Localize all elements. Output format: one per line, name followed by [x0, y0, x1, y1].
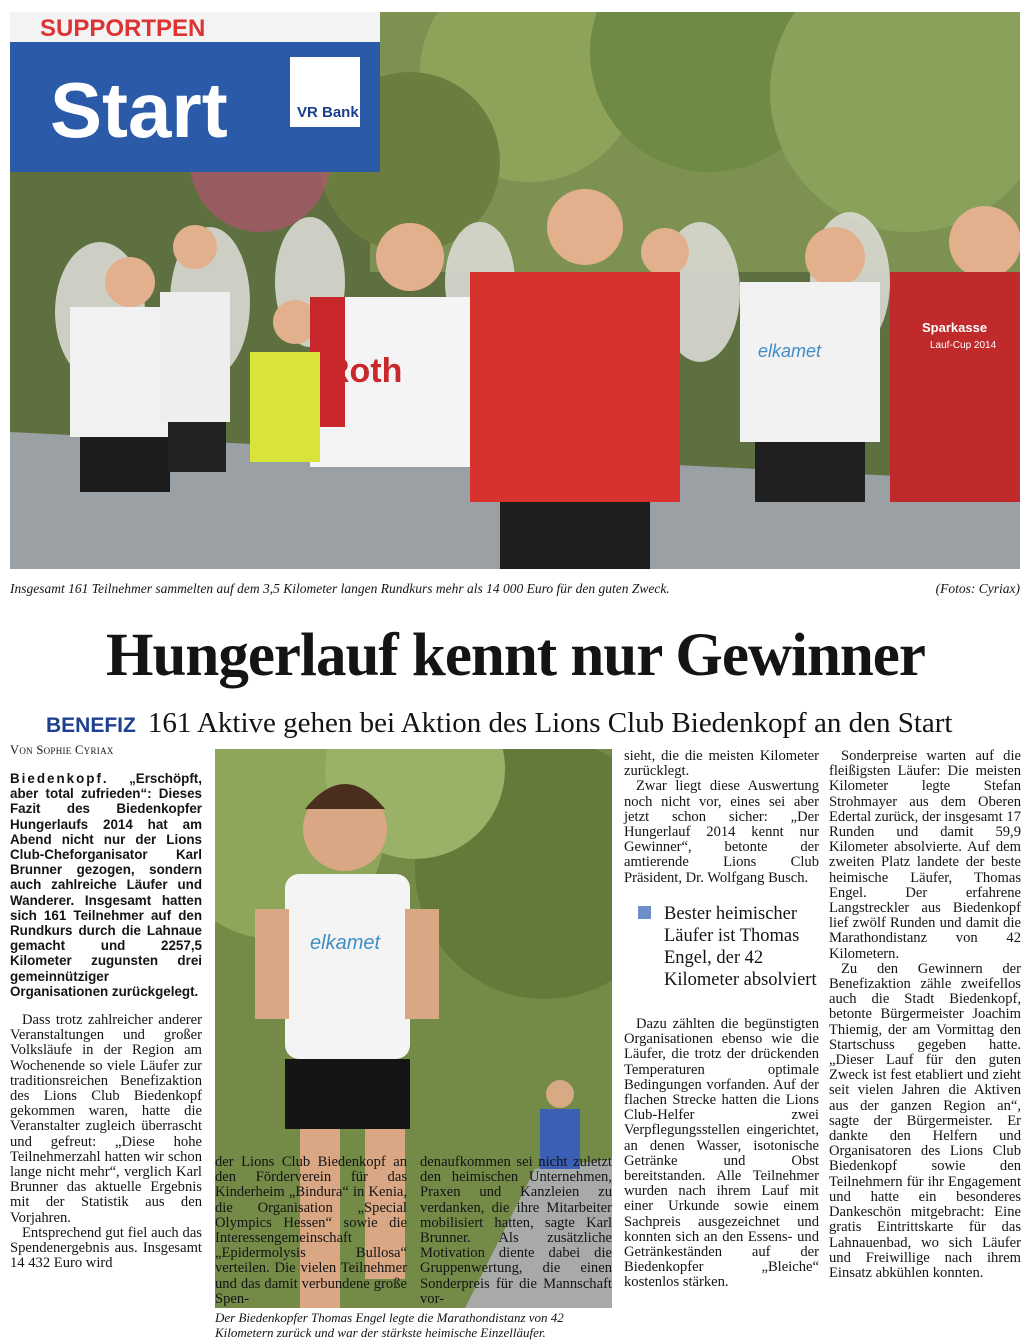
runner-red-shirt — [470, 272, 680, 569]
body-paragraph: der Lions Club Biedenkopf an den Förderverein für das Kinderheim „Bindura“ in Kenia, die Organisation „Special Olympics Hessen“ sowie die Interessengemeinschaft „Epidermolysis Bullosa“ verteilen. Die vielen Teilnehmer und das damit verbundene große Spen- — [215, 1154, 407, 1307]
body-paragraph: Dass trotz zahlreicher anderer Veranstaltungen und großer Volksläufe in der Region am Wochenende so viele Läufer zur traditionsreichen Benefizaktion des Lions Club Biedenkopf gekommen waren, hatte die Veranstalter zugleich überrascht und gefreut: „Diese hohe Teilnehmerzahl hatten wir schon lange nicht mehr“, verglich Karl Brunner das aktuelle Ergebnis mit der Statistik aus den Vorjahren. — [10, 1012, 202, 1226]
body-paragraph: Sonderpreise warten auf die fleißigsten Läufer: Die meisten Kilometer legte Stefan Strohmayer aus dem Oberen Edertal zurück, der insgesamt 17 Runden und damit 59,9 Kilometer absolvierte. Auf dem zweiten Platz landete der beste heimische Läufer, Thomas Engel. Der erfahrene Langstreckler aus Biedenkopf lief zwölf Runden und damit die Marathondistanz von 42 Kilometern. — [829, 748, 1021, 962]
inset-shirt-elkamet: elkamet — [310, 932, 381, 954]
lead-text: „Erschöpft, aber total zufrieden“: Dieses Fazit des Biedenkopfer Hungerlaufs 2014 hat am Abend nicht nur der Lions Club-Cheforganisator Karl Brunner gezogen, sondern auch zahlreiche Läufer und Wanderer. Insgesamt hatten sich 161 Teilnehmer auf den Rundkurs durch die Lahnaue gemacht und 2257,5 Kilometer zugunsten drei gemeinnütziger Organisationen zurückgelegt. — [10, 771, 202, 999]
banner-logo-text: VR Bank — [297, 104, 359, 121]
lead-paragraph — [10, 771, 202, 999]
pull-quote-square-icon — [638, 906, 651, 919]
shirt-elkamet-text: elkamet — [758, 341, 822, 361]
pull-quote — [638, 903, 818, 991]
kicker: BENEFIZ — [46, 714, 136, 737]
column-5 — [829, 749, 1021, 1281]
banner-start-text: Start — [50, 66, 228, 154]
runner-roth — [310, 297, 470, 467]
runner-sparkasse — [890, 272, 1020, 502]
start-banner — [10, 12, 380, 172]
subline — [10, 705, 1030, 745]
runner-elkamet — [740, 282, 880, 502]
banner-top-text: SUPPORTPEN — [40, 15, 206, 42]
column-4 — [624, 749, 819, 886]
runner-yellow — [250, 352, 320, 462]
lead-photo — [10, 12, 1020, 569]
photo-credit: (Fotos: Cyriax) — [935, 581, 1020, 596]
shirt-roth-text: Roth — [325, 352, 403, 390]
column-4-continued — [624, 1017, 819, 1291]
shirt-sparkasse-sub: Lauf-Cup 2014 — [930, 340, 997, 351]
body-paragraph: Zwar liegt diese Auswertung noch nicht vor, eines sei aber jetzt schon sicher: „Der Hungerlauf 2014 kennt nur Gewinner“, betonte der amtierende Lions Club Präsident, Dr. Wolfgang Busch. — [624, 778, 819, 886]
body-paragraph: sieht, die die meisten Kilometer zurücklegt. — [624, 748, 819, 780]
subheadline: 161 Aktive gehen bei Aktion des Lions Club Biedenkopf an den Start — [147, 707, 953, 739]
column-1 — [10, 771, 202, 1272]
body-paragraph: Zu den Gewinnern der Benefizaktion zähle zweifellos auch die Stadt Biedenkopf, betonte Bürgermeister Joachim Thiemig, der am Vormittag den Startschuss gegeben hatte. „Dieser Lauf für den guten Zweck ist fest etabliert und zieht seit vielen Jahren die Aktiven aus der ganzen Region an“, sagte der Bürgermeister. Er dankte den Helfern und Organisatoren des Lions Club Biedenkopf sowie den Teilnehmern für ihr Engagement und hatte ein besonderes Dankeschön mitgebracht: Eine gratis Eintrittskarte für das Lahnauenbad, wo sich Läufer und Freiwillige nach ihrem Einsatz abkühlen konnten. — [829, 960, 1021, 1281]
body-paragraph: Dazu zählten die begünstigten Organisationen ebenso wie die Läufer, die trotz der drückenden Temperaturen optimale Bedingungen vorfanden. Auf der flachen Strecke hatten die Lions Club-Helfer zwei Verpflegungsstellen eingerichtet, an denen Wasser, isotonische Getränke und Obst bereitstanden. Alle Teilnehmer wurden nach ihrem Lauf mit einer Urkunde sowie einem Sachpreis ausgezeichnet und konnten sich an den Essens- und Getränkeständen auf der Biedenkopfer „Bleiche“ kostenlos stärken. — [624, 1016, 819, 1291]
headline: Hungerlauf kennt nur Gewinner — [106, 622, 925, 689]
column-2 — [215, 1155, 407, 1307]
pull-quote-text: Bester heimischer Läufer ist Thomas Engel, der 42 Kilometer absolviert — [664, 904, 817, 990]
runner-left-man — [160, 292, 230, 472]
body-paragraph: denaufkommen sei nicht zuletzt den heimischen Unternehmen, Praxen und Kanzleien zu verdanken, die ihre Mitarbeiter mobilisiert hatten, sagte Karl Brunner. Als zusätzliche Motivation diente dabei die Gruppenwertung, die einen Sonderpreis für die Mannschaft vor- — [420, 1154, 612, 1307]
lead-photo-illustration — [10, 12, 1020, 569]
dateline: Biedenkopf. — [10, 771, 109, 786]
shirt-sparkasse-text: Sparkasse — [922, 320, 988, 335]
lead-photo-caption: Insgesamt 161 Teilnehmer sammelten auf dem 3,5 Kilometer langen Rundkurs mehr als 14 000 Euro für den guten Zweck. — [10, 581, 670, 596]
column-3 — [420, 1155, 612, 1307]
byline: Von Sophie Cyriax — [10, 743, 114, 757]
body-paragraph: Entsprechend gut fiel auch das Spendenergebnis aus. Insgesamt 14 432 Euro wird — [10, 1224, 202, 1272]
inset-photo-caption: Der Biedenkopfer Thomas Engel legte die Marathondistanz von 42 Kilometern zurück und war der stärkste heimische Einzelläufer. — [215, 1310, 612, 1340]
